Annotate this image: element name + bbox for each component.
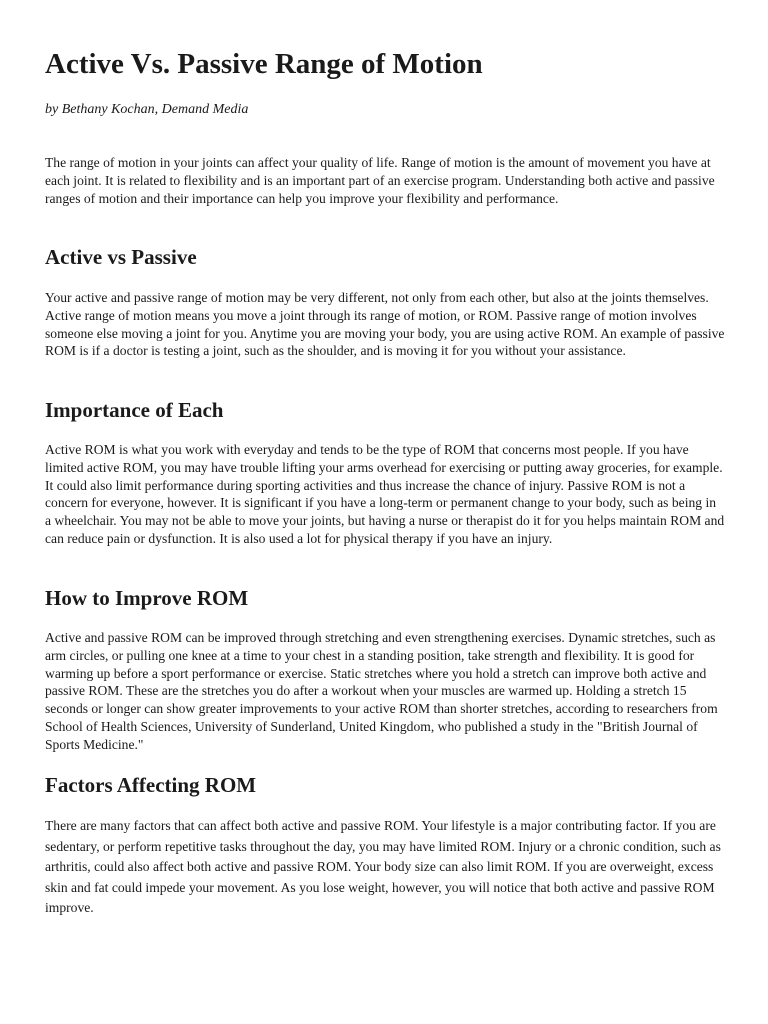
section-body-how-to-improve-rom: Active and passive ROM can be improved through stretching and even strengthening exercises. Dynamic stretches, such as arm circles, or pulling one knee at a time to your chest in a standing position, take strength and flexibility. It is good for warming up before a sport performance or exercise. Static stretches where you hold a stretch can improve both active and passive ROM. These are the stretches you do after a workout when your muscles are warmed up. Holding a stretch 15 seconds or longer can show greater improvements to your active ROM than shorter stretches, according to researchers from School of Health Sciences, University of Sunderland, United Kingdom, who published a study in the "British Journal of Sports Medicine." (45, 630, 718, 752)
intro-paragraph: The range of motion in your joints can affect your quality of life. Range of motion is the amount of movement you have at each joint. It is related to flexibility and is an important part of an exercise program. Understanding both active and passive ranges of motion and their importance can help you improve your flexibility and performance. (45, 155, 715, 206)
article-title: Active Vs. Passive Range of Motion (45, 48, 483, 80)
article-byline: by Bethany Kochan, Demand Media (45, 102, 249, 117)
section-heading-how-to-improve-rom: How to Improve ROM (45, 586, 249, 610)
section-heading-factors-affecting-rom: Factors Affecting ROM (45, 773, 257, 797)
section-body-active-vs-passive: Your active and passive range of motion may be very different, not only from each other, but also at the joints themselves. Active range of motion means you move a joint through its range of motion, or ROM. Passive range of motion involves someone else moving a joint for you. Anytime you are moving your body, you are using active ROM. An example of passive ROM is if a doctor is testing a joint, such as the shoulder, and is moving it for you without your assistance. (45, 290, 725, 359)
section-heading-active-vs-passive: Active vs Passive (45, 245, 197, 269)
section-body-importance-of-each: Active ROM is what you work with everyday and tends to be the type of ROM that concerns most people. If you have limited active ROM, you may have trouble lifting your arms overhead for exercising or putting away groceries, for example. It could also limit performance during sporting activities and thus increase the chance of injury. Passive ROM is not a concern for everyone, however. It is significant if you have a long-term or permanent change to your body, such as being in a wheelchair. You may not be able to move your joints, but having a nurse or therapist do it for you helps maintain ROM and can reduce pain or dysfunction. It is also used a lot for physical therapy if you have an injury. (45, 442, 725, 546)
section-heading-importance-of-each: Importance of Each (45, 398, 224, 422)
section-body-factors-affecting-rom: There are many factors that can affect both active and passive ROM. Your lifestyle is a major contributing factor. If you are sedentary, or perform repetitive tasks throughout the day, you may have limited ROM. Injury or a chronic condition, such as arthritis, could also affect both active and passive ROM. Your body size can also limit ROM. If you are overweight, excess skin and fat could impede your movement. As you lose weight, however, you will notice that both active and passive ROM improve. (45, 818, 721, 915)
